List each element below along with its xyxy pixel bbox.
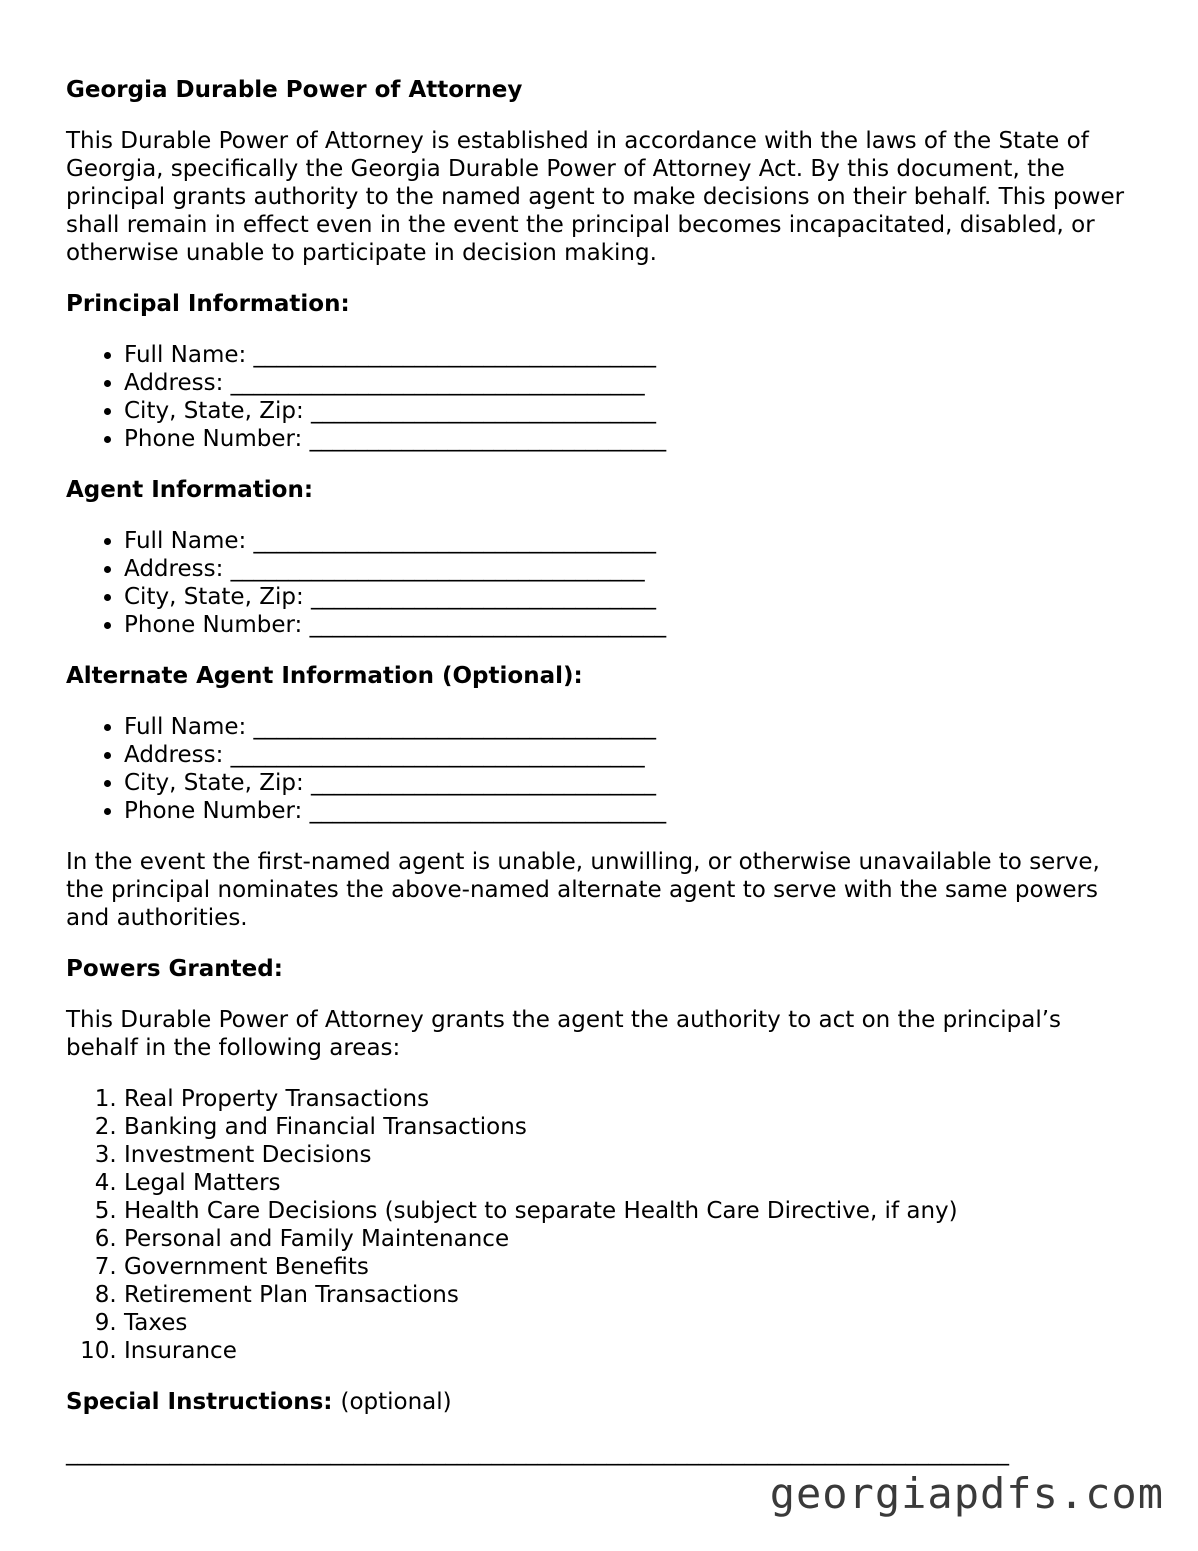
power-item: 8. Retirement Plan Transactions [124,1281,1126,1309]
agent-city-state-zip-field: • City, State, Zip: ______________________________ [124,583,1126,611]
principal-phone-field: • Phone Number: _______________________________ [124,425,1126,453]
principal-fields [66,341,1126,453]
power-item: 6. Personal and Family Maintenance [124,1225,1126,1253]
alternate-full-name-field: • Full Name: ___________________________________ [124,713,1126,741]
alternate-city-state-zip-field: • City, State, Zip: ______________________________ [124,769,1126,797]
special-instructions-label: Special Instructions: [66,1389,333,1415]
intro-paragraph: This Durable Power of Attorney is established in accordance with the laws of the State of Georgia, specifically the Georgia Durable Power of Attorney Act. By this document, the principal grants authority to the named agent to make decisions on their behalf. This power shall remain in effect even in the event the principal becomes incapacitated, disabled, or otherwise unable to participate in decision making. [66,128,1125,266]
powers-heading: Powers Granted: [66,956,283,982]
alternate-address-field: • Address: ____________________________________ [124,741,1126,769]
document-title: Georgia Durable Power of Attorney [66,77,523,103]
special-instructions-line: __________________________________________________________________________________ [66,1440,1009,1466]
principal-city-state-zip-field: • City, State, Zip: ______________________________ [124,397,1126,425]
principal-address-field: • Address: ____________________________________ [124,369,1126,397]
alternate-agent-heading: Alternate Agent Information (Optional): [66,663,583,689]
agent-heading: Agent Information: [66,477,314,503]
power-item: 1. Real Property Transactions [124,1085,1126,1113]
power-item: 10. Insurance [124,1337,1126,1365]
power-item: 9. Taxes [124,1309,1126,1337]
watermark: georgiapdfs.com [769,1469,1164,1518]
special-instructions-heading [66,1388,1126,1416]
alternate-agent-note: In the event the first-named agent is unable, unwilling, or otherwise unavailable to serve, the principal nominates the above-named alternate agent to serve with the same powers and authorities. [66,849,1100,931]
agent-phone-field: • Phone Number: _______________________________ [124,611,1126,639]
alternate-phone-field: • Phone Number: _______________________________ [124,797,1126,825]
power-item: 5. Health Care Decisions (subject to separate Health Care Directive, if any) [124,1197,1126,1225]
power-item: 2. Banking and Financial Transactions [124,1113,1126,1141]
powers-intro: This Durable Power of Attorney grants the agent the authority to act on the principal’s behalf in the following areas: [66,1007,1062,1061]
power-item: 3. Investment Decisions [124,1141,1126,1169]
agent-address-field: • Address: ____________________________________ [124,555,1126,583]
alternate-agent-fields [66,713,1126,825]
power-item: 4. Legal Matters [124,1169,1126,1197]
power-item: 7. Government Benefits [124,1253,1126,1281]
principal-heading: Principal Information: [66,291,350,317]
agent-full-name-field: • Full Name: ___________________________________ [124,527,1126,555]
powers-list [66,1085,1126,1365]
agent-fields [66,527,1126,639]
principal-full-name-field: • Full Name: ___________________________________ [124,341,1126,369]
document-page [66,76,1126,1467]
special-instructions-optional: (optional) [340,1389,452,1415]
